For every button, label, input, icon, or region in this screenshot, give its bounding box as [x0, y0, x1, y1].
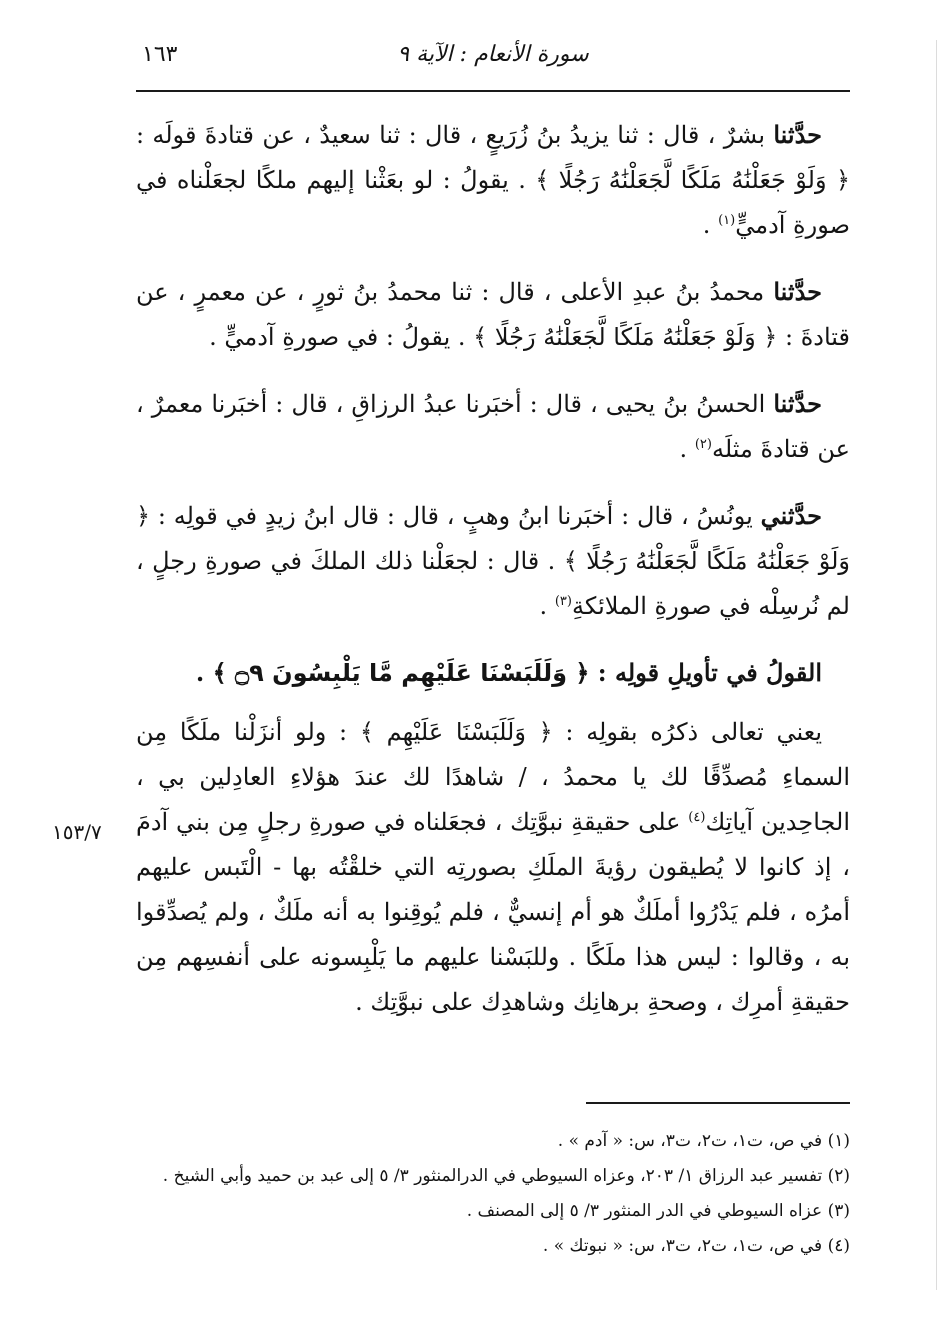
text-run: يونُسُ ، قال : أخبَرنا ابنُ وهبٍ ، قال : قال ابنُ زيدٍ في قولِه :: [150, 502, 761, 530]
text-run: .: [679, 435, 695, 463]
quran-quote: ﴿ وَلَوْ جَعَلْنَٰهُ مَلَكًا لَّجَعَلْنَٰهُ رَجُلًا ﴾: [473, 323, 778, 351]
heading-lead: القولُ في تأويلِ قولِه :: [589, 658, 822, 687]
running-title: سورة الأنعام : الآية ٩: [397, 42, 589, 67]
quran-quote: ﴿ وَلَوْ جَعَلْنَٰهُ مَلَكًا لَّجَعَلْنَٰهُ رَجُلًا ﴾: [535, 166, 851, 194]
footnote-marker: (١): [718, 213, 736, 228]
footnote-marker: (٤): [688, 810, 706, 825]
footnote-marker: (٣): [554, 594, 572, 609]
text-run: .: [539, 592, 555, 620]
text-paragraph: [136, 710, 850, 1025]
footnote-item: (٢) تفسير عبد الرزاق ١/ ٢٠٣، وعزاه السيوطي في الدرالمنثور ٣/ ٥ إلى عبد بن حميد وأبي الشيخ .: [162, 1166, 850, 1186]
text-paragraph: [136, 381, 850, 472]
text-run: الحسنُ بنُ يحيى ، قال : أخبَرنا عبدُ الرزاقِ ، قال : أخبَرنا معمرٌ ، عن قتادةَ مثلَه: [136, 390, 850, 463]
text-paragraph: [136, 493, 850, 629]
isnad-lead-word: حدَّثني: [760, 501, 822, 530]
footnote-marker: (٢): [694, 437, 712, 452]
text-run: .: [702, 211, 719, 239]
page-number: ١٦٣: [142, 42, 178, 67]
footnotes: [136, 1124, 850, 1264]
footnote-separator: [586, 1102, 850, 1104]
running-header: [136, 40, 850, 92]
text-run: . يقولُ : في صورةِ آدميٍّ .: [209, 323, 474, 351]
text-run: . قال : لجعَلْنا ذلك الملكَ في صورةِ رجلٍ ، لم نُرسِلْه في صورةِ الملائكةِ: [136, 547, 850, 620]
quran-quote: ﴿ وَلَلَبَسْنَا عَلَيْهِم ﴾: [359, 718, 553, 746]
quran-quote: ﴿ وَلَلَبَسْنَا عَلَيْهِم مَّا يَلْبِسُونَ ۝٩ ﴾: [212, 659, 590, 687]
page-edge-line: [936, 40, 937, 1290]
text-run: . يقولُ : لو بعَثْنا إليهم ملكًا لجعَلْناه في صورةِ آدميٍّ: [136, 166, 850, 239]
footnote-item: (٤) في ص، ت١، ت٢، ت٣، س: « نبوتك » .: [542, 1236, 850, 1256]
footnote-item: (١) في ص، ت١، ت٢، ت٣، س: « آدم » .: [557, 1131, 850, 1151]
text-run: على حقيقةِ نبوَّتِك ، فجعَلناه في صورةِ رجلٍ مِن بني آدمَ ، إذ كانوا لا يُطيقون رؤيةَ الملَكِ بصورتِه التي خلقْتُه بها - الْتَبس عليهم أمرُه ، فلم يَدْرُوا أملَكٌ هو أم إنسيٌّ ، فلم يُوقِنوا به أنه ملَكٌ ، ولم يُصدِّقوا به ، وقالوا : ليس هذا ملَكًا . وللبَسْنا عليهم ما يَلْبِسونه على أنفسِهم مِن حقيقةِ أمرِك ، وصحةِ برهانِك وشاهدِك على نبوَّتِك .: [136, 808, 850, 1016]
quran-quote: ﴿ وَلَوْ جَعَلْنَٰهُ مَلَكًا لَّجَعَلْنَٰهُ رَجُلًا ﴾: [136, 502, 850, 575]
text-paragraph: [136, 112, 850, 248]
text-run: بشرٌ ، قال : ثنا يزيدُ بنُ زُرَيعٍ ، قال : ثنا سعيدٌ ، عن قتادةَ قولَه :: [136, 121, 774, 149]
margin-page-reference: ١٥٣/٧: [52, 820, 102, 844]
text-run: يعني تعالى ذكرُه بقولِه :: [552, 718, 823, 746]
footnote-item: (٣) عزاه السيوطي في الدر المنثور ٣/ ٥ إلى المصنف .: [466, 1201, 850, 1221]
text-paragraph: [136, 269, 850, 360]
main-text: [136, 112, 850, 1046]
isnad-lead-word: حدَّثنا: [773, 389, 822, 418]
isnad-lead-word: حدَّثنا: [773, 120, 822, 149]
text-run: محمدُ بنُ عبدِ الأعلى ، قال : ثنا محمدُ بنُ ثورٍ ، عن معمرٍ ، عن قتادةَ :: [136, 278, 850, 351]
text-run: .: [195, 658, 213, 687]
section-heading: [136, 650, 850, 696]
isnad-lead-word: حدَّثنا: [773, 277, 822, 306]
text-run: : ولو أنزَلْنا ملَكًا مِن السماءِ مُصدِّقًا لك يا محمدُ ، / شاهدًا لك عندَ هؤلاءِ العادِلين بي ، الجاحِدين آياتِك: [136, 718, 850, 836]
